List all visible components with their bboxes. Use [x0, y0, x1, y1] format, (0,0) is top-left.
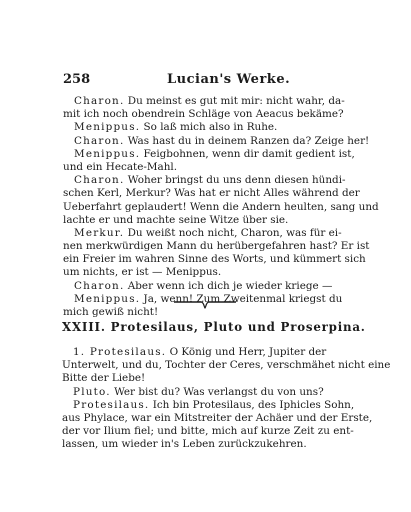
line-text: Du weißt noch nicht, Charon, was für ei- [124, 226, 342, 239]
line-text: und ein Hecate-Mahl. [63, 160, 178, 173]
page-header [63, 72, 355, 88]
page-number: 258 [63, 72, 91, 87]
line-text: Ja, wenn! Zum Zweitenmal kriegst du [140, 292, 343, 305]
running-head: Lucian's Werke. [167, 72, 291, 87]
line-text: um nichts, er ist — Menippus. [63, 266, 222, 279]
speaker-name: Pluto. [73, 385, 111, 398]
line-text: ein Freier im wahren Sinne des Worts, und kümmert sich [63, 253, 366, 266]
text-line [63, 108, 348, 121]
text-line [63, 214, 348, 227]
text-line [63, 253, 366, 266]
line-text: Ich bin Protesilaus, des Iphicles Sohn, [149, 398, 355, 411]
speaker-name: 1. Protesilaus. [73, 346, 167, 358]
line-text: nen merkwürdigen Mann du herübergefahren hast? Er ist [63, 240, 370, 253]
line-text: lassen, um wieder in's Leben zurückzukehren. [62, 438, 307, 451]
speaker-name: Menippus. [74, 121, 141, 134]
line-text: Ueberfahrt geplaudert! Wenn die Andern heulten, sang und [63, 200, 379, 213]
text-line [63, 266, 348, 279]
speaker-name: Menippus. [74, 147, 141, 160]
section-text [62, 346, 391, 452]
speaker-name: Charon. [74, 279, 125, 292]
speaker-name: Charon. [74, 174, 125, 187]
text-line [63, 121, 348, 134]
speaker-name: Charon. [74, 134, 125, 147]
text-line [63, 161, 348, 174]
text-line [63, 240, 370, 253]
text-line [63, 134, 370, 148]
line-text: mit ich noch obendrein Schläge von Aeacus bekäme? [63, 108, 344, 121]
speaker-name: Protesilaus. [73, 398, 150, 411]
line-text: Feigbohnen, wenn dir damit gedient ist, [140, 147, 355, 160]
line-text: Du meinst es gut mit mir: nicht wahr, da- [124, 95, 345, 107]
line-text: Bitte der Liebe! [62, 372, 146, 385]
text-line [63, 200, 379, 214]
text-line [62, 346, 354, 359]
dialogue-text [63, 95, 379, 319]
line-text: mich gewiß nicht! [63, 306, 159, 318]
text-line [63, 187, 360, 200]
section-divider-ornament [174, 297, 236, 309]
line-text: aus Phylace, war ein Mitstreiter der Achäer und der Erste, [62, 411, 373, 424]
text-line [63, 147, 355, 161]
text-line [62, 411, 373, 425]
line-text: Aber wenn ich dich je wieder kriege — [124, 279, 333, 292]
line-text: Unterwelt, und du, Tochter der Ceres, verschmähet nicht eine [62, 359, 391, 372]
text-line [63, 227, 348, 240]
text-line [62, 399, 354, 412]
speaker-name: Merkur. [74, 226, 125, 239]
line-text: schen Kerl, Merkur? Was hat er nicht Alles während der [63, 187, 360, 200]
text-line [63, 280, 348, 293]
text-line [62, 438, 354, 451]
text-line [62, 425, 354, 438]
speaker-name: Menippus. [74, 292, 141, 305]
line-text: Wer bist du? Was verlangst du von uns? [110, 385, 324, 398]
text-line [62, 372, 354, 385]
line-text: Was hast du in deinem Ranzen da? Zeige her! [124, 134, 370, 147]
speaker-name: Charon. [74, 95, 125, 107]
text-line [62, 386, 354, 399]
line-text: der vor Ilium fiel; und bitte, mich auf kurze Zeit zu ent- [62, 425, 354, 438]
line-text: Woher bringst du uns denn diesen hündi- [124, 174, 346, 187]
line-text: lachte er und machte seine Witze über sie. [63, 213, 289, 226]
text-line [62, 359, 391, 372]
text-line [63, 174, 348, 187]
section-xxiii [62, 320, 391, 452]
line-text: So laß mich also in Ruhe. [140, 121, 278, 134]
section-title: XXIII. Protesilaus, Pluto und Proserpina. [62, 320, 366, 334]
line-text: O König und Herr, Jupiter der [166, 346, 327, 358]
text-line [63, 95, 348, 108]
